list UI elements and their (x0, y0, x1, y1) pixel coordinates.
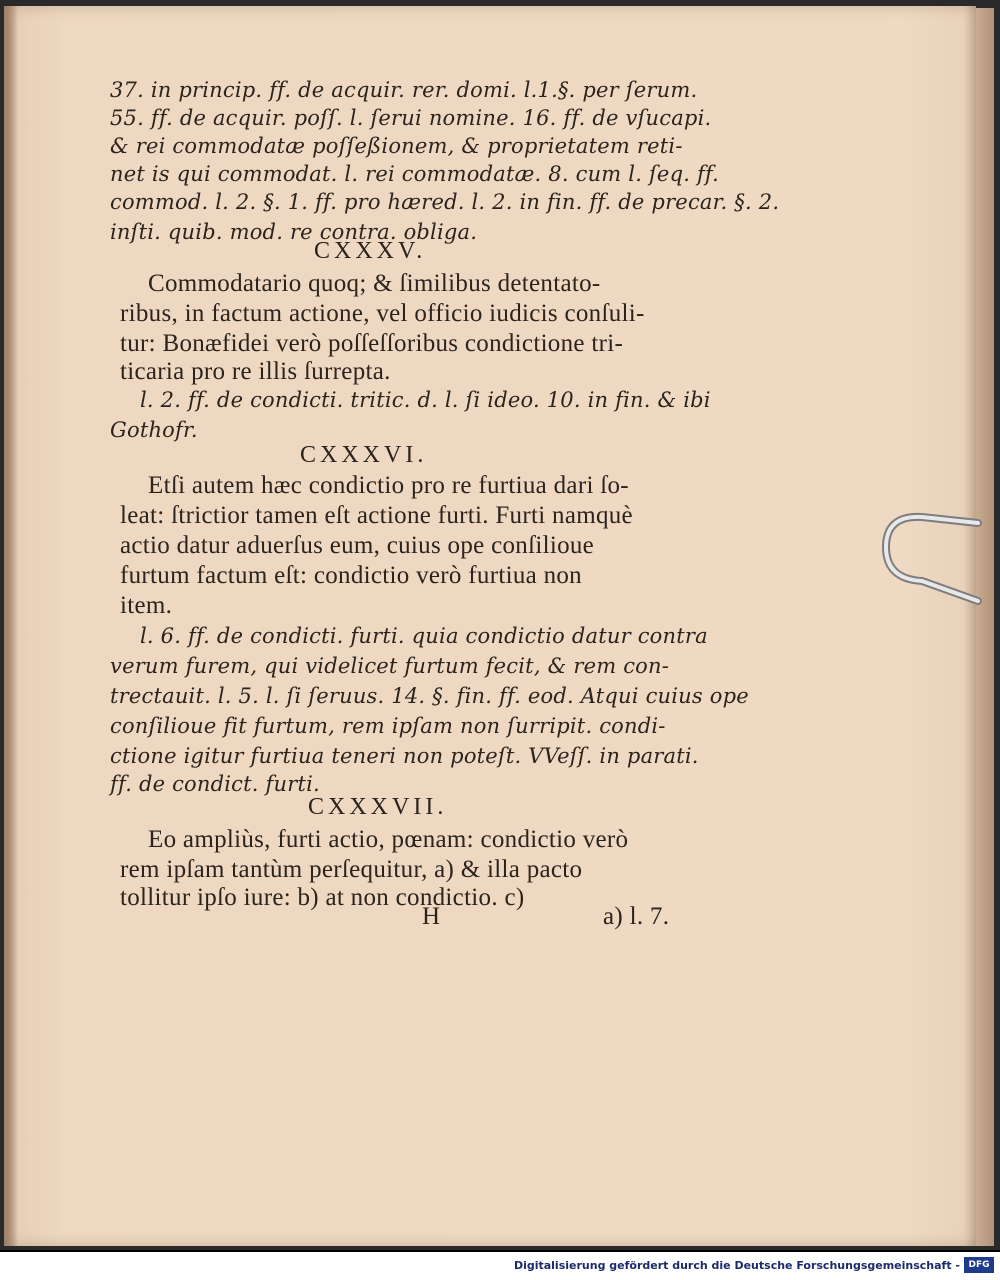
text-line: 37. in princip. ff. de acquir. rer. domi. l.1.§. per ſerum. (110, 78, 698, 102)
text-line: furtum factum eſt: condictio verò furtiua non (120, 562, 582, 589)
text-line: item. (120, 592, 173, 619)
text-line: commod. l. 2. §. 1. ff. pro hæred. l. 2. in fin. ff. de precar. §. 2. (110, 190, 780, 214)
text-line: Commodatario quoq; & ſimilibus detentato- (148, 270, 601, 297)
text-line: l. 2. ff. de condicti. tritic. d. l. ſi ideo. 10. in fin. & ibi (140, 388, 711, 412)
text-line: rem ipſam tantùm perſequitur, a) & illa pacto (120, 856, 583, 883)
paper-clip-icon (882, 505, 982, 605)
text-line: & rei commodatæ poſſeßionem, & proprietatem reti- (110, 134, 683, 158)
text-line: verum furem, qui videlicet furtum fecit, & rem con- (110, 654, 670, 678)
text-line: inſti. quib. mod. re contra. obliga. (110, 220, 478, 244)
text-line: ribus, in factum actione, vel officio iudicis conſuli- (120, 300, 645, 327)
signature-mark: H (422, 903, 441, 930)
footer-bar (0, 1250, 1000, 1280)
dfg-logo: DFG (964, 1257, 994, 1273)
text-line: Etſi autem hæc condictio pro re furtiua dari ſo- (148, 472, 629, 499)
page-gutter-shadow (4, 6, 18, 1246)
text-line: tollitur ipſo iure: b) at non condictio. c) (120, 884, 525, 911)
text-line: Eo ampliùs, furti actio, pœnam: condictio verò (148, 826, 629, 853)
catchword: a) l. 7. (603, 903, 670, 930)
section-heading: CXXXVI. (300, 442, 428, 468)
text-line: tur: Bonæfidei verò poſſeſſoribus condictione tri- (120, 330, 624, 357)
text-line: actio datur aduerſus eum, cuius ope conſilioue (120, 532, 595, 559)
section-heading: CXXXVII. (308, 794, 448, 820)
text-line: ctione igitur furtiua teneri non poteſt. VVeſſ. in parati. (110, 744, 699, 768)
text-line: net is qui commodat. l. rei commodatæ. 8. cum l. ſeq. ff. (110, 162, 720, 186)
text-line: 55. ff. de acquir. poſſ. l. ſerui nomine. 16. ff. de vſucapi. (110, 106, 712, 130)
text-line: l. 6. ff. de condicti. furti. quia condictio datur contra (140, 624, 708, 648)
text-line: conſilioue fit furtum, rem ipſam non ſurripit. condi- (110, 714, 666, 738)
text-line: ff. de condict. furti. (110, 772, 320, 796)
text-line: trectauit. l. 5. l. ſi ſeruus. 14. §. fin. ff. eod. Atqui cuius ope (110, 684, 749, 708)
section-heading: CXXXV. (314, 238, 427, 264)
text-line: Gothofr. (110, 418, 198, 442)
footer-credit: Digitalisierung gefördert durch die Deutsche Forschungsgemeinschaft - (513, 1259, 960, 1272)
text-line: leat: ſtrictior tamen eſt actione furti. Furti namquè (120, 502, 633, 529)
text-line: ticaria pro re illis ſurrepta. (120, 358, 391, 385)
